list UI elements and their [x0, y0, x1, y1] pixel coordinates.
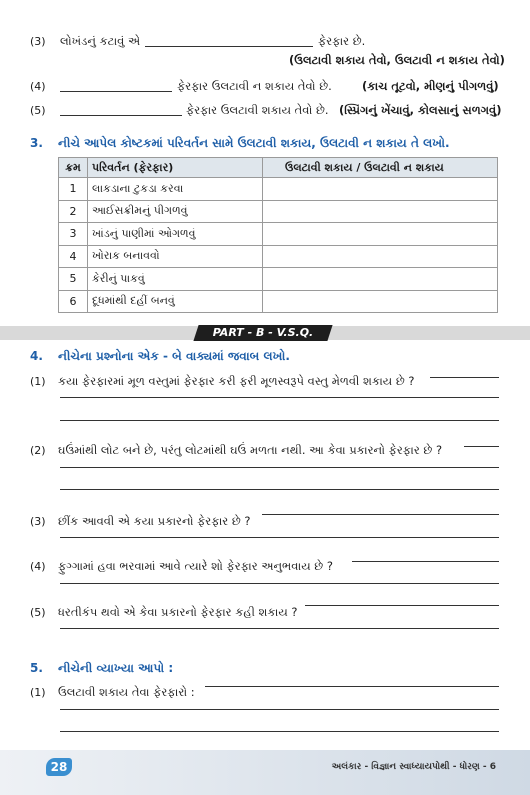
answer-line[interactable]: [464, 446, 499, 447]
column-header: ઉલટાવી શકાય / ઉલટાવી ન શકાય: [263, 158, 498, 178]
answer-line[interactable]: [60, 397, 499, 398]
answer-line[interactable]: [60, 628, 499, 629]
row-number: 4: [59, 245, 88, 268]
answer-line[interactable]: [60, 420, 499, 421]
change-cell: આઈસક્રીમનું પીગળવું: [88, 200, 263, 223]
change-cell: કેરીનું પાકવું: [88, 268, 263, 291]
table-row: [59, 290, 498, 313]
change-cell: ખાંડનું પાણીમાં ઓગળવું: [88, 223, 263, 246]
answer-line[interactable]: [60, 489, 499, 490]
table-header-row: [59, 158, 498, 178]
answer-line[interactable]: [205, 686, 499, 687]
options-hint: (સ્પ્રિંગનું ખેંચાવું, કોલસાનું સળગવું): [339, 103, 502, 117]
answer-line[interactable]: [60, 731, 499, 732]
column-header: પરિવર્તન (ફેરફાર): [88, 158, 263, 178]
answer-cell[interactable]: [263, 290, 498, 313]
section-number: 3.: [30, 136, 43, 150]
answer-line[interactable]: [60, 583, 499, 584]
answer-cell[interactable]: [263, 178, 498, 201]
answer-line[interactable]: [262, 514, 499, 515]
footer-band: [0, 750, 530, 795]
row-number: 3: [59, 223, 88, 246]
answer-cell[interactable]: [263, 245, 498, 268]
answer-line[interactable]: [305, 605, 499, 606]
options-hint: (ઉલટાવી શકાય તેવો, ઉલટાવી ન શકાય તેવો): [289, 53, 505, 67]
section-title: નીચેના પ્રશ્નોના એક - બે વાક્યમાં જવાબ લખો.: [58, 349, 290, 363]
row-number: 1: [59, 178, 88, 201]
row-number: 2: [59, 200, 88, 223]
page-number: 28: [46, 758, 72, 776]
question-number: (3): [30, 515, 46, 528]
question-text: ઘઉંમાંથી લોટ બને છે, પરંતુ લોટમાંથી ઘઉં મળતા નથી. આ કેવા પ્રકારનો ફેરફાર છે ?: [58, 443, 443, 457]
section-number: 4.: [30, 349, 43, 363]
change-cell: દૂધમાંથી દહીં બનવું: [88, 290, 263, 313]
blank-sentence-end: ફેરફાર છે.: [318, 34, 366, 48]
answer-blank[interactable]: [60, 91, 172, 92]
part-banner: PART - B - V.S.Q.: [212, 326, 314, 339]
column-header: ક્રમ: [59, 158, 88, 178]
question-number: (1): [30, 375, 46, 388]
answer-cell[interactable]: [263, 268, 498, 291]
table-row: [59, 178, 498, 201]
question-text: ધરતીકંપ થવો એ કેવા પ્રકારનો ફેરફાર કહી શકાય ?: [58, 605, 298, 619]
table-row: [59, 268, 498, 291]
answer-blank[interactable]: [60, 115, 182, 116]
question-text: છીંક આવવી એ કયા પ્રકારનો ફેરફાર છે ?: [58, 514, 251, 528]
blank-sentence-end: ફેરફાર ઉલટાવી શકાય તેવો છે.: [186, 103, 329, 117]
answer-line[interactable]: [60, 709, 499, 710]
table-row: [59, 223, 498, 246]
question-text: કયા ફેરફારમાં મૂળ વસ્તુમાં ફેરફાર કરી ફરી મૂળસ્વરૂપે વસ્તુ મેળવી શકાય છે ?: [58, 374, 415, 388]
question-number: (5): [30, 606, 46, 619]
question-text: ફુગ્ગામાં હવા ભરવામાં આવે ત્યારે શો ફેરફાર અનુભવાય છે ?: [58, 559, 333, 573]
item-number: (4): [30, 80, 46, 93]
change-cell: લાકડાના ટુકડા કરવા: [88, 178, 263, 201]
change-cell: ખોરાક બનાવવો: [88, 245, 263, 268]
book-title: અલંકાર - વિજ્ઞાન સ્વાધ્યાયપોથી - ધોરણ - 6: [331, 762, 496, 772]
answer-cell[interactable]: [263, 200, 498, 223]
options-hint: (કાચ તૂટવો, મીણનું પીગળવું): [362, 79, 499, 93]
change-table: [58, 157, 498, 313]
answer-cell[interactable]: [263, 223, 498, 246]
table-row: [59, 245, 498, 268]
row-number: 5: [59, 268, 88, 291]
item-number: (1): [30, 686, 46, 699]
answer-line[interactable]: [430, 377, 499, 378]
section-title: નીચે આપેલ કોષ્ટકમાં પરિવર્તન સામે ઉલટાવી શકાય, ઉલટાવી ન શકાય તે લખો.: [58, 136, 450, 150]
answer-blank[interactable]: [145, 46, 313, 47]
question-number: (4): [30, 560, 46, 573]
table-row: [59, 200, 498, 223]
item-number: (5): [30, 104, 46, 117]
definition-prompt: ઉલટાવી શકાય તેવા ફેરફારો :: [58, 685, 195, 699]
blank-sentence-end: ફેરફાર ઉલટાવી ન શકાય તેવો છે.: [177, 79, 332, 93]
answer-line[interactable]: [60, 467, 499, 468]
answer-line[interactable]: [60, 537, 499, 538]
answer-line[interactable]: [352, 561, 499, 562]
section-title: નીચેની વ્યાખ્યા આપો :: [58, 661, 174, 675]
question-number: (2): [30, 444, 46, 457]
blank-sentence-start: લોખંડનું કટાવું એ: [60, 34, 141, 48]
row-number: 6: [59, 290, 88, 313]
item-number: (3): [30, 35, 46, 48]
section-number: 5.: [30, 661, 43, 675]
